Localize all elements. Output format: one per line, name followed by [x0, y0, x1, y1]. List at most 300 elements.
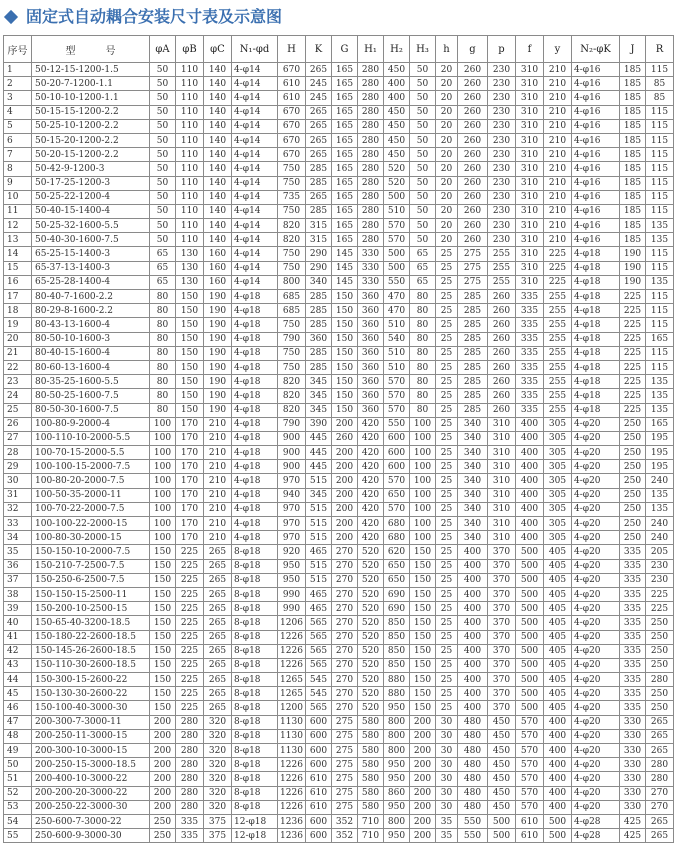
table-cell: 950	[384, 758, 410, 772]
table-cell: 305	[544, 417, 572, 431]
table-cell: 110	[176, 63, 204, 77]
table-cell: 25	[436, 290, 458, 304]
table-cell: 36	[4, 559, 32, 573]
table-cell: 285	[458, 360, 488, 374]
table-cell: 65-25-15-1400-3	[32, 247, 150, 261]
table-cell: 100	[150, 517, 176, 531]
table-cell: 4-φ18	[232, 318, 278, 332]
table-cell: 280	[358, 133, 384, 147]
table-cell: 29	[4, 460, 32, 474]
table-cell: 80	[150, 304, 176, 318]
table-cell: 170	[176, 531, 204, 545]
table-cell: 200-250-15-3000-18.5	[32, 758, 150, 772]
table-cell: 610	[306, 800, 332, 814]
table-cell: 4-φ18	[572, 261, 620, 275]
table-row	[4, 290, 674, 304]
table-cell: 200	[150, 772, 176, 786]
table-cell: 50-25-22-1200-4	[32, 190, 150, 204]
table-cell: 570	[516, 772, 544, 786]
table-cell: 990	[278, 587, 306, 601]
table-cell: 260	[458, 176, 488, 190]
table-cell: 270	[332, 602, 358, 616]
table-cell: 400	[516, 417, 544, 431]
table-cell: 50	[410, 105, 436, 119]
table-cell: 600	[384, 431, 410, 445]
table-cell: 50	[410, 162, 436, 176]
table-cell: 480	[458, 800, 488, 814]
table-cell: 580	[358, 715, 384, 729]
table-cell: 370	[488, 587, 516, 601]
table-cell: 4-φ14	[232, 190, 278, 204]
table-cell: 190	[204, 304, 232, 318]
table-cell: 420	[358, 417, 384, 431]
table-cell: 50	[150, 63, 176, 77]
table-cell: 185	[620, 91, 646, 105]
table-cell: 450	[488, 715, 516, 729]
table-row	[4, 417, 674, 431]
table-cell: 285	[458, 290, 488, 304]
table-cell: 65	[410, 275, 436, 289]
table-cell: 4-φ14	[232, 204, 278, 218]
table-cell: 750	[278, 247, 306, 261]
table-cell: 405	[544, 630, 572, 644]
table-cell: 225	[176, 701, 204, 715]
table-cell: 500	[516, 687, 544, 701]
table-cell: 280	[358, 91, 384, 105]
table-cell: 20	[436, 133, 458, 147]
table-cell: 255	[488, 261, 516, 275]
table-cell: 280	[358, 219, 384, 233]
page-title-text: 固定式自动耦合安装尺寸表及示意图	[26, 7, 283, 26]
table-cell: 4-φ18	[232, 360, 278, 374]
table-cell: 165	[332, 133, 358, 147]
table-cell: 500	[516, 587, 544, 601]
table-cell: 20	[436, 162, 458, 176]
table-cell: 4-φ14	[232, 91, 278, 105]
table-cell: 465	[306, 587, 332, 601]
table-cell: 4-φ28	[572, 829, 620, 843]
table-cell: 11	[4, 204, 32, 218]
table-cell: 80	[410, 346, 436, 360]
table-cell: 115	[646, 360, 674, 374]
table-cell: 225	[620, 318, 646, 332]
table-cell: 165	[332, 162, 358, 176]
table-row	[4, 219, 674, 233]
table-cell: 4-φ14	[232, 176, 278, 190]
table-cell: 165	[332, 190, 358, 204]
table-cell: 200	[410, 744, 436, 758]
table-cell: 515	[306, 559, 332, 573]
table-cell: 51	[4, 772, 32, 786]
table-cell: 150	[150, 559, 176, 573]
table-cell: 200	[410, 729, 436, 743]
table-cell: 100	[150, 446, 176, 460]
table-cell: 100	[150, 431, 176, 445]
table-cell: 270	[332, 587, 358, 601]
table-cell: 480	[458, 744, 488, 758]
table-cell: 50	[410, 91, 436, 105]
table-cell: 565	[306, 630, 332, 644]
table-cell: 4-φ16	[572, 219, 620, 233]
table-cell: 150	[150, 644, 176, 658]
table-cell: 150-130-30-2600-22	[32, 687, 150, 701]
table-cell: 150	[176, 360, 204, 374]
table-cell: 400	[516, 431, 544, 445]
table-cell: 150	[176, 375, 204, 389]
table-cell: 265	[306, 63, 332, 77]
table-cell: 200	[410, 800, 436, 814]
table-cell: 4-φ18	[232, 417, 278, 431]
table-cell: 190	[204, 332, 232, 346]
table-cell: 8-φ18	[232, 687, 278, 701]
table-cell: 500	[516, 701, 544, 715]
table-cell: 1226	[278, 644, 306, 658]
table-cell: 225	[646, 587, 674, 601]
table-cell: 115	[646, 304, 674, 318]
table-cell: 4-φ18	[232, 304, 278, 318]
table-cell: 320	[204, 772, 232, 786]
table-cell: 200	[332, 488, 358, 502]
table-cell: 310	[516, 275, 544, 289]
table-cell: 170	[176, 517, 204, 531]
table-cell: 1130	[278, 729, 306, 743]
table-cell: 2	[4, 77, 32, 91]
table-cell: 80-60-13-1600-4	[32, 360, 150, 374]
table-cell: 250	[150, 829, 176, 843]
table-cell: 1265	[278, 673, 306, 687]
table-cell: 340	[458, 474, 488, 488]
table-cell: 4-φ28	[572, 814, 620, 828]
table-cell: 200	[332, 446, 358, 460]
table-cell: 150-150-10-2000-7.5	[32, 545, 150, 559]
table-cell: 4-φ20	[572, 602, 620, 616]
table-cell: 345	[306, 389, 332, 403]
table-cell: 580	[358, 800, 384, 814]
table-cell: 37	[4, 573, 32, 587]
table-cell: 270	[332, 658, 358, 672]
table-cell: 32	[4, 502, 32, 516]
table-cell: 265	[204, 687, 232, 701]
table-cell: 265	[646, 715, 674, 729]
table-cell: 25	[436, 389, 458, 403]
table-cell: 320	[204, 786, 232, 800]
table-cell: 140	[204, 233, 232, 247]
table-cell: 400	[458, 701, 488, 715]
table-cell: 4-φ20	[572, 758, 620, 772]
table-cell: 790	[278, 332, 306, 346]
table-cell: 310	[488, 517, 516, 531]
table-row	[4, 602, 674, 616]
table-cell: 170	[176, 431, 204, 445]
table-cell: 545	[306, 687, 332, 701]
table-cell: 4-φ14	[232, 233, 278, 247]
table-cell: 150	[150, 545, 176, 559]
table-cell: 405	[544, 559, 572, 573]
table-cell: 4-φ18	[232, 531, 278, 545]
table-cell: 500	[516, 545, 544, 559]
table-cell: 150	[410, 687, 436, 701]
table-cell: 360	[358, 375, 384, 389]
table-cell: 335	[620, 587, 646, 601]
table-cell: 400	[544, 729, 572, 743]
table-cell: 4-φ20	[572, 701, 620, 715]
table-cell: 1226	[278, 772, 306, 786]
table-cell: 100-70-15-2000-5.5	[32, 446, 150, 460]
table-cell: 165	[332, 91, 358, 105]
table-cell: 265	[204, 545, 232, 559]
table-cell: 25	[436, 573, 458, 587]
table-cell: 270	[332, 644, 358, 658]
table-cell: 4-φ18	[572, 304, 620, 318]
table-cell: 335	[516, 375, 544, 389]
table-cell: 4-φ18	[572, 360, 620, 374]
table-cell: 265	[204, 701, 232, 715]
table-cell: 370	[488, 701, 516, 715]
table-cell: 335	[516, 290, 544, 304]
table-cell: 265	[204, 616, 232, 630]
table-cell: 140	[204, 119, 232, 133]
table-cell: 1130	[278, 715, 306, 729]
table-cell: 580	[358, 786, 384, 800]
table-cell: 310	[516, 148, 544, 162]
table-cell: 375	[204, 814, 232, 828]
table-cell: 265	[204, 587, 232, 601]
table-cell: 320	[204, 800, 232, 814]
table-row	[4, 105, 674, 119]
table-cell: 25	[436, 630, 458, 644]
table-row	[4, 814, 674, 828]
table-cell: 600	[306, 814, 332, 828]
table-cell: 140	[204, 91, 232, 105]
table-cell: 80	[410, 332, 436, 346]
table-cell: 255	[488, 275, 516, 289]
table-cell: 565	[306, 616, 332, 630]
table-cell: 800	[278, 275, 306, 289]
table-cell: 50	[150, 204, 176, 218]
table-cell: 160	[204, 247, 232, 261]
table-cell: 260	[488, 375, 516, 389]
table-cell: 850	[384, 630, 410, 644]
table-cell: 200	[410, 715, 436, 729]
table-cell: 170	[176, 474, 204, 488]
table-cell: 130	[176, 247, 204, 261]
table-cell: 250	[646, 701, 674, 715]
table-cell: 170	[176, 417, 204, 431]
table-cell: 150	[150, 602, 176, 616]
table-cell: 260	[488, 332, 516, 346]
table-cell: 400	[516, 460, 544, 474]
table-cell: 25	[436, 559, 458, 573]
table-cell: 610	[278, 91, 306, 105]
table-cell: 100	[150, 474, 176, 488]
table-cell: 280	[358, 63, 384, 77]
table-cell: 4-φ20	[572, 474, 620, 488]
table-cell: 80	[150, 290, 176, 304]
table-row	[4, 587, 674, 601]
table-cell: 150	[150, 673, 176, 687]
table-cell: 115	[646, 204, 674, 218]
table-cell: 310	[516, 119, 544, 133]
table-cell: 400	[458, 630, 488, 644]
table-cell: 480	[458, 729, 488, 743]
table-cell: 400	[544, 744, 572, 758]
table-cell: 670	[278, 63, 306, 77]
table-cell: 800	[384, 715, 410, 729]
table-cell: 35	[4, 545, 32, 559]
table-cell: 450	[384, 148, 410, 162]
table-cell: 38	[4, 587, 32, 601]
table-cell: 50	[150, 105, 176, 119]
table-cell: 340	[458, 446, 488, 460]
table-cell: 150-150-15-2500-11	[32, 587, 150, 601]
table-cell: 1	[4, 63, 32, 77]
table-cell: 185	[620, 233, 646, 247]
table-cell: 480	[458, 758, 488, 772]
table-cell: 520	[358, 658, 384, 672]
table-cell: 330	[620, 744, 646, 758]
table-cell: 750	[278, 176, 306, 190]
table-cell: 340	[458, 531, 488, 545]
table-cell: 50-25-10-1200-2.2	[32, 119, 150, 133]
table-cell: 335	[620, 687, 646, 701]
table-cell: 100	[410, 474, 436, 488]
table-cell: 685	[278, 290, 306, 304]
table-cell: 250	[646, 644, 674, 658]
table-cell: 225	[176, 602, 204, 616]
table-cell: 150-180-22-2600-18.5	[32, 630, 150, 644]
table-cell: 115	[646, 148, 674, 162]
table-row	[4, 91, 674, 105]
table-cell: 130	[176, 275, 204, 289]
table-row	[4, 715, 674, 729]
header-row	[4, 36, 674, 63]
table-cell: 140	[204, 204, 232, 218]
table-cell: 25	[436, 375, 458, 389]
table-cell: 310	[516, 190, 544, 204]
table-cell: 8-φ18	[232, 602, 278, 616]
table-cell: 255	[544, 360, 572, 374]
table-cell: 50-20-15-1200-2.2	[32, 148, 150, 162]
column-header: 序号	[4, 36, 32, 63]
table-cell: 352	[332, 814, 358, 828]
table-cell: 8-φ18	[232, 644, 278, 658]
table-cell: 500	[544, 814, 572, 828]
table-cell: 160	[204, 275, 232, 289]
table-cell: 150	[176, 304, 204, 318]
table-cell: 25	[436, 261, 458, 275]
table-cell: 305	[544, 431, 572, 445]
table-cell: 280	[176, 729, 204, 743]
table-cell: 25	[436, 587, 458, 601]
table-cell: 25	[436, 304, 458, 318]
table-cell: 265	[204, 673, 232, 687]
table-cell: 50	[410, 119, 436, 133]
table-cell: 400	[458, 559, 488, 573]
diamond-bullet-icon	[4, 10, 18, 24]
table-cell: 80-50-25-1600-7.5	[32, 389, 150, 403]
table-cell: 8-φ18	[232, 772, 278, 786]
table-cell: 400	[544, 772, 572, 786]
table-cell: 4-φ18	[232, 488, 278, 502]
table-cell: 100	[410, 488, 436, 502]
table-cell: 265	[204, 602, 232, 616]
table-cell: 225	[176, 658, 204, 672]
table-cell: 320	[204, 758, 232, 772]
table-cell: 24	[4, 389, 32, 403]
table-cell: 260	[488, 290, 516, 304]
table-cell: 280	[646, 673, 674, 687]
table-cell: 520	[358, 573, 384, 587]
table-cell: 80	[150, 389, 176, 403]
table-cell: 280	[176, 758, 204, 772]
table-cell: 255	[544, 332, 572, 346]
table-cell: 285	[458, 304, 488, 318]
table-cell: 610	[306, 772, 332, 786]
table-cell: 210	[204, 431, 232, 445]
table-row	[4, 772, 674, 786]
table-cell: 210	[204, 531, 232, 545]
table-cell: 200-250-11-3000-15	[32, 729, 150, 743]
table-cell: 285	[306, 318, 332, 332]
table-cell: 4-φ20	[572, 545, 620, 559]
table-cell: 565	[306, 644, 332, 658]
table-cell: 420	[358, 446, 384, 460]
table-cell: 260	[458, 91, 488, 105]
table-cell: 185	[620, 162, 646, 176]
table-cell: 50	[410, 148, 436, 162]
table-cell: 310	[516, 162, 544, 176]
table-cell: 30	[436, 786, 458, 800]
table-cell: 165	[332, 77, 358, 91]
table-cell: 280	[176, 715, 204, 729]
table-cell: 140	[204, 148, 232, 162]
table-cell: 100-50-35-2000-11	[32, 488, 150, 502]
table-cell: 970	[278, 502, 306, 516]
table-row	[4, 332, 674, 346]
table-cell: 19	[4, 318, 32, 332]
table-cell: 335	[620, 658, 646, 672]
table-cell: 150	[150, 630, 176, 644]
table-cell: 150	[332, 318, 358, 332]
table-cell: 850	[384, 644, 410, 658]
table-cell: 265	[306, 119, 332, 133]
table-row	[4, 176, 674, 190]
table-cell: 250-600-7-3000-22	[32, 814, 150, 828]
table-cell: 225	[176, 573, 204, 587]
table-cell: 50	[410, 233, 436, 247]
table-cell: 145	[332, 275, 358, 289]
table-cell: 335	[516, 389, 544, 403]
table-cell: 210	[544, 119, 572, 133]
table-cell: 4-φ20	[572, 616, 620, 630]
table-row	[4, 261, 674, 275]
table-cell: 1226	[278, 658, 306, 672]
table-cell: 52	[4, 786, 32, 800]
table-cell: 670	[278, 105, 306, 119]
table-cell: 420	[358, 531, 384, 545]
table-cell: 520	[358, 602, 384, 616]
table-cell: 150-200-10-2500-15	[32, 602, 150, 616]
table-cell: 280	[176, 786, 204, 800]
table-row	[4, 133, 674, 147]
table-cell: 4-φ20	[572, 417, 620, 431]
table-cell: 230	[488, 63, 516, 77]
table-cell: 25	[436, 460, 458, 474]
table-cell: 230	[488, 162, 516, 176]
table-cell: 480	[458, 772, 488, 786]
table-cell: 225	[646, 602, 674, 616]
table-cell: 370	[488, 602, 516, 616]
